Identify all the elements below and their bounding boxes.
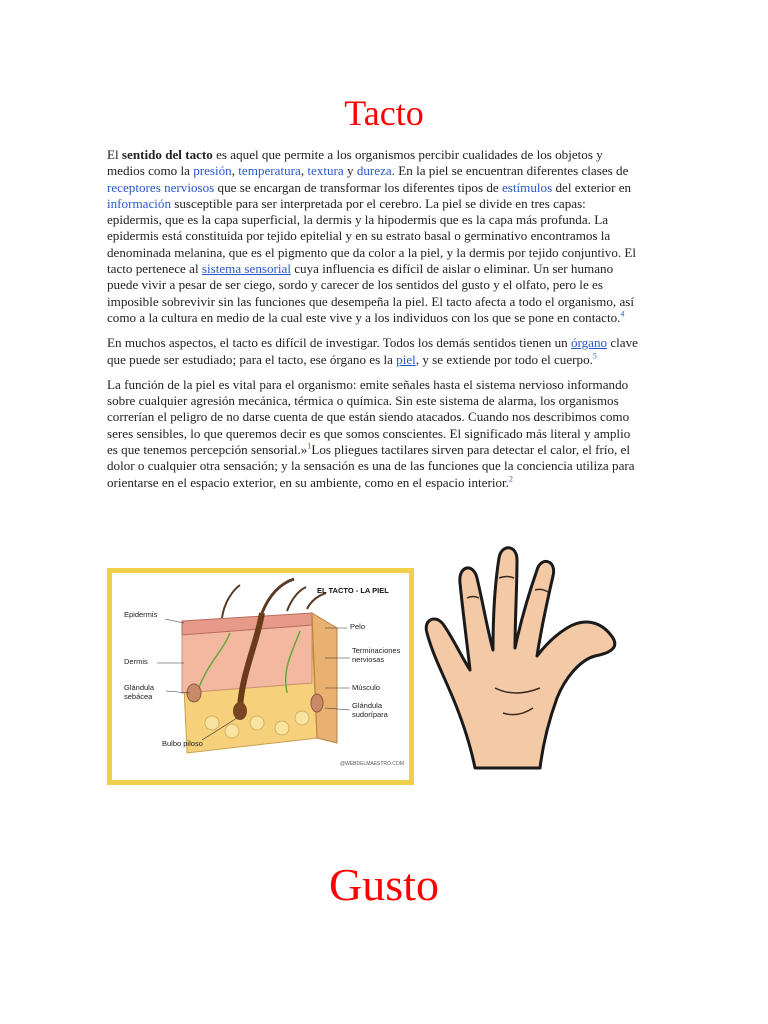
skin-cross-section-illustration xyxy=(112,573,409,780)
text: La función de la piel es vital para el organismo: emite señales hasta el sistema nervioso informando sobre cualquier agresión mecánica, térmica o química. Sin este sistema de alarma, los organismos correrían el peligro de no darse cuenta de que están siendo atacados. Cuando nos describimos como seres sensibles, lo que queremos decir es que somos conscientes. El significado más literal y amplio es que tenemos percepción sensorial.» xyxy=(107,376,631,458)
link-receptores-nerviosos[interactable]: receptores nerviosos xyxy=(107,179,215,195)
text: que se encargan de transformar los diferentes tipos de xyxy=(214,179,502,195)
illustrations xyxy=(107,538,637,788)
label-terminaciones-nerviosas xyxy=(352,646,400,664)
footnote-ref[interactable]: 4 xyxy=(620,309,625,319)
text: , xyxy=(231,163,239,179)
bold-term: sentido del tacto xyxy=(121,147,213,162)
text: es aquel que permite a los organismos percibir cualidades de los objetos y medios como la xyxy=(107,147,603,179)
label-dermis: Dermis xyxy=(124,657,148,666)
text: cuya influencia es difícil de aislar o eliminar. Un ser humano puede vivir a pesar de ser ciego, sordo y carecer de los sentidos del gusto y el olfato, pero le es imposible sobrevivir sin las funciones que desempeña la piel. El tacto afecta a todo el organismo, así como a la cultura en medio de la cual este vive y a los individuos con los que se pone en contacto. xyxy=(107,261,634,325)
text: El xyxy=(107,147,122,162)
text: clave que puede ser estudiado; para el tacto, ese órgano es la xyxy=(107,335,638,367)
footnote-ref[interactable]: 5 xyxy=(592,351,597,361)
text: , xyxy=(300,163,308,179)
label-line: sudorípara xyxy=(352,710,388,719)
link-informacion[interactable]: información xyxy=(107,195,171,211)
label-glandula-sebacea xyxy=(124,683,154,701)
text: del exterior en xyxy=(552,179,632,195)
label-line: Glándula xyxy=(124,683,155,692)
label-musculo: Músculo xyxy=(352,683,380,692)
link-sistema-sensorial[interactable]: sistema sensorial xyxy=(201,261,291,277)
text: Los pliegues tactilares sirven para detectar el calor, el frío, el dolor o cualquier otra sensación; y la sensación es una de las funciones que la conciencia utiliza para orientarse en el espacio exterior, en su ambiente, como en el espacio interior. xyxy=(107,442,635,490)
skin-diagram-canvas xyxy=(112,573,409,780)
text: , y se extiende por todo el cuerpo. xyxy=(415,351,593,367)
footnote-ref[interactable]: 2 xyxy=(508,474,513,484)
paragraph-3 xyxy=(107,377,639,491)
footnote-ref[interactable]: 1 xyxy=(307,441,312,451)
diagram-title: EL TACTO - LA PIEL xyxy=(317,586,389,595)
link-temperatura[interactable]: temperatura xyxy=(238,163,301,179)
label-glandula-sudoripara xyxy=(352,701,388,719)
skin-diagram xyxy=(107,568,414,785)
diagram-credit: @WEBDELMAESTRO.COM xyxy=(340,761,404,767)
paragraph-1 xyxy=(107,147,639,326)
paragraph-2 xyxy=(107,335,639,368)
label-line: sebácea xyxy=(124,692,153,701)
open-hand-icon xyxy=(415,538,637,788)
text: y xyxy=(343,163,357,179)
article-body xyxy=(107,147,639,500)
link-textura[interactable]: textura xyxy=(307,163,344,179)
text: . En la piel se encuentran diferentes clases de xyxy=(391,163,629,179)
text: susceptible para ser interpretada por el cerebro. La piel se divide en tres capas: epidermis, que es la capa superficial, la dermis y la hipodermis que es la capa más profunda. La epidermis está constituida por tejido epitelial y en su estrato basal o germinativo encontramos la denominada melanina, que es el pigmento que da color a la piel, y la dermis por tejido conjuntivo. El tacto pertenece al xyxy=(107,195,637,277)
text: En muchos aspectos, el tacto es difícil de investigar. Todos los demás sentidos tienen un xyxy=(107,335,571,351)
label-bulbo-piloso: Bulbo piloso xyxy=(162,739,203,748)
section-title-tacto: Tacto xyxy=(344,93,424,133)
link-dureza[interactable]: dureza xyxy=(356,163,392,179)
link-piel[interactable]: piel xyxy=(396,351,416,367)
hand-illustration xyxy=(415,538,637,788)
label-line: Glándula xyxy=(352,701,383,710)
link-presion[interactable]: presión xyxy=(193,163,232,179)
label-line: Terminaciones xyxy=(352,646,401,655)
label-epidermis: Epidermis xyxy=(124,610,158,619)
label-pelo: Pelo xyxy=(350,622,366,631)
label-line: nerviosas xyxy=(352,655,385,664)
section-title-gusto: Gusto xyxy=(329,859,439,910)
link-organo[interactable]: órgano xyxy=(570,335,608,351)
link-estimulos[interactable]: estímulos xyxy=(501,179,553,195)
